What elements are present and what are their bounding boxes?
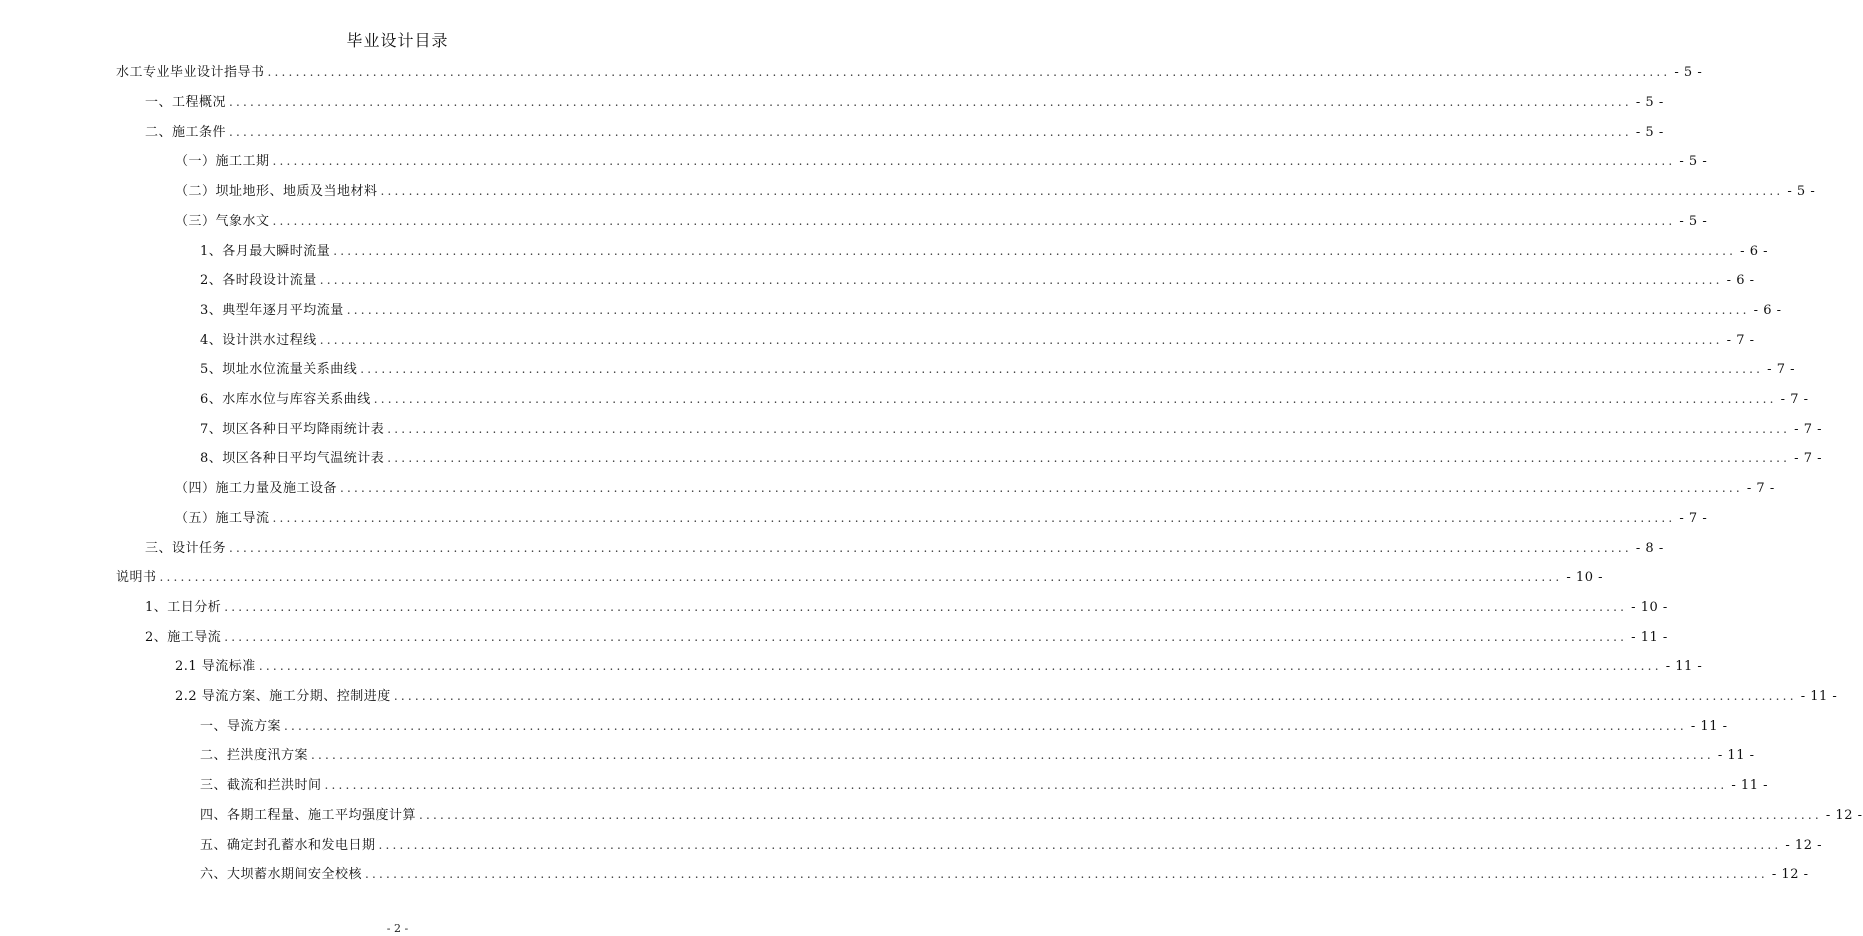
toc-page-number: - 11 - (1690, 718, 1728, 734)
toc-entry-line (116, 568, 1603, 587)
toc-entry-line (145, 539, 1664, 558)
toc-dot-leader: ........................................................................................................................................................................................................ (387, 451, 1791, 466)
toc-entry[interactable] (0, 147, 1708, 177)
toc-entry-title: 四、各期工程量、施工平均强度计算 (200, 807, 417, 823)
toc-entry-title: 二、拦洪度汛方案 (200, 748, 309, 764)
toc-entry-line (175, 152, 1708, 171)
toc-page-number: - 7 - (1726, 332, 1755, 348)
toc-entry-line (175, 657, 1703, 676)
toc-page-number: - 11 - (1631, 629, 1668, 645)
toc-entry-title: 1、各月最大瞬时流量 (200, 243, 331, 259)
toc-entry-line (175, 687, 1838, 706)
toc-entry[interactable] (0, 504, 1708, 534)
toc-entry[interactable] (0, 117, 1664, 147)
toc-entry-title: （三）气象水文 (175, 213, 270, 229)
page-number-footer: - 2 - (386, 922, 409, 935)
toc-entry-title: 2、各时段设计流量 (200, 273, 317, 289)
toc-page-number: - 11 - (1731, 778, 1768, 794)
toc-entry-title: 二、施工条件 (145, 124, 227, 140)
toc-dot-leader: ........................................................................................................................................................................................................ (360, 362, 1764, 377)
toc-entry[interactable] (0, 652, 1703, 682)
toc-entry[interactable] (0, 88, 1664, 118)
toc-entry-title: 5、坝址水位流量关系曲线 (200, 362, 358, 378)
toc-dot-leader: ........................................................................................................................................................................................................ (224, 599, 1628, 614)
toc-page-number: - 7 - (1794, 451, 1822, 467)
toc-page-number: - 11 - (1800, 689, 1838, 705)
toc-dot-leader: ........................................................................................................................................................................................................ (258, 659, 1662, 674)
toc-entry[interactable] (0, 533, 1664, 563)
toc-dot-leader: ........................................................................................................................................................................................................ (229, 124, 1632, 139)
toc-entry-title: （一）施工工期 (175, 154, 270, 170)
toc-entry-title: 2、施工导流 (145, 629, 222, 645)
toc-page-number: - 11 - (1717, 748, 1755, 764)
toc-entry-title: 2.2 导流方案、施工分期、控制进度 (175, 689, 391, 705)
toc-dot-leader: ........................................................................................................................................................................................................ (311, 748, 1714, 763)
toc-page-number: - 12 - (1785, 837, 1822, 853)
toc-entry-line (175, 182, 1816, 201)
toc-dot-leader: ........................................................................................................................................................................................................ (387, 421, 1791, 436)
toc-dot-leader: ........................................................................................................................................................................................................ (224, 629, 1628, 644)
toc-dot-leader: ........................................................................................................................................................................................................ (380, 184, 1784, 199)
toc-entry-line (145, 93, 1664, 112)
toc-entry[interactable] (0, 266, 1755, 296)
toc-entry-line (200, 746, 1755, 765)
toc-dot-leader: ........................................................................................................................................................................................................ (272, 510, 1676, 525)
toc-entry-line (175, 509, 1708, 528)
toc-entry-title: 一、工程概况 (145, 95, 227, 111)
toc-page-number: - 10 - (1631, 599, 1668, 615)
toc-entry[interactable] (0, 801, 1863, 831)
toc-entry[interactable] (0, 741, 1755, 771)
toc-entry[interactable] (0, 682, 1838, 712)
toc-dot-leader: ........................................................................................................................................................................................................ (319, 273, 1723, 288)
toc-entry-line (145, 598, 1668, 617)
toc-entry-line (200, 390, 1809, 409)
toc-page-number: - 5 - (1787, 184, 1816, 200)
toc-entry-title: 三、设计任务 (145, 540, 227, 556)
toc-entry-title: （二）坝址地形、地质及当地材料 (175, 184, 378, 200)
toc-entry[interactable] (0, 563, 1603, 593)
toc-entry-title: 6、水库水位与库容关系曲线 (200, 392, 371, 408)
toc-entry[interactable] (0, 296, 1782, 326)
toc-page-number: - 12 - (1825, 807, 1863, 823)
toc-entry-title: 4、设计洪水过程线 (200, 332, 317, 348)
toc-page-number: - 6 - (1740, 243, 1768, 259)
toc-entry-line (200, 776, 1768, 795)
toc-entry-title: 8、坝区各种日平均气温统计表 (200, 451, 385, 467)
toc-entry-title: 一、导流方案 (200, 718, 282, 734)
toc-dot-leader: ........................................................................................................................................................................................................ (319, 332, 1723, 347)
toc-entry-title: 六、大坝蓄水期间安全校核 (200, 867, 363, 883)
document-title: 毕业设计目录 (346, 31, 449, 50)
toc-entry[interactable] (0, 385, 1809, 415)
toc-dot-leader: ........................................................................................................................................................................................................ (267, 65, 1671, 80)
toc-entry-line (200, 806, 1863, 825)
toc-entry-title: 说明书 (116, 570, 157, 586)
toc-dot-leader: ........................................................................................................................................................................................................ (346, 302, 1750, 317)
toc-entry-line (200, 331, 1755, 350)
toc-entry-title: （五）施工导流 (175, 510, 270, 526)
toc-entry[interactable] (0, 860, 1809, 890)
toc-page-number: - 11 - (1665, 659, 1703, 675)
toc-dot-leader: ........................................................................................................................................................................................................ (340, 481, 1743, 496)
toc-entry-title: 7、坝区各种日平均降雨统计表 (200, 421, 385, 437)
toc-entry[interactable] (0, 622, 1668, 652)
toc-entry-line (145, 123, 1664, 142)
toc-entry-title: 五、确定封孔蓄水和发电日期 (200, 837, 376, 853)
toc-entry[interactable] (0, 325, 1755, 355)
toc-page-number: - 7 - (1780, 392, 1809, 408)
toc-page-number: - 5 - (1679, 213, 1708, 229)
toc-entry-line (175, 479, 1775, 498)
toc-entry[interactable] (0, 830, 1822, 860)
toc-dot-leader: ........................................................................................................................................................................................................ (229, 540, 1632, 555)
toc-dot-leader: ........................................................................................................................................................................................................ (229, 95, 1632, 110)
toc-page-number: - 7 - (1794, 421, 1822, 437)
toc-entry-title: 水工专业毕业设计指导书 (116, 65, 265, 81)
toc-dot-leader: ........................................................................................................................................................................................................ (324, 778, 1728, 793)
toc-page-number: - 5 - (1635, 124, 1664, 140)
toc-dot-leader: ........................................................................................................................................................................................................ (378, 837, 1782, 852)
toc-page-number: - 7 - (1767, 362, 1795, 378)
toc-entry[interactable] (0, 474, 1775, 504)
toc-entry[interactable] (0, 177, 1816, 207)
toc-entry-line (145, 628, 1668, 647)
toc-dot-leader: ........................................................................................................................................................................................................ (159, 570, 1563, 585)
toc-page-number: - 10 - (1566, 570, 1603, 586)
toc-page-number: - 5 - (1679, 154, 1708, 170)
toc-entry[interactable] (0, 58, 1703, 88)
toc-entry-line (200, 449, 1822, 468)
toc-page-number: - 6 - (1726, 273, 1755, 289)
toc-dot-leader: ........................................................................................................................................................................................................ (365, 867, 1768, 882)
toc-entry-line (200, 717, 1728, 736)
toc-entry-line (175, 212, 1708, 231)
toc-dot-leader: ........................................................................................................................................................................................................ (284, 718, 1687, 733)
toc-page-number: - 5 - (1674, 65, 1703, 81)
toc-entry[interactable] (0, 771, 1768, 801)
toc-entry[interactable] (0, 207, 1708, 237)
toc-dot-leader: ........................................................................................................................................................................................................ (272, 213, 1676, 228)
toc-page-number: - 5 - (1635, 95, 1664, 111)
toc-entry-line (200, 865, 1809, 884)
toc-entry-title: 三、截流和拦洪时间 (200, 778, 322, 794)
toc-entry-title: 3、典型年逐月平均流量 (200, 302, 344, 318)
toc-entry-line (200, 360, 1795, 379)
toc-dot-leader: ........................................................................................................................................................................................................ (393, 689, 1797, 704)
toc-page-number: - 7 - (1679, 510, 1708, 526)
toc-entry-line (116, 63, 1703, 82)
toc-entry[interactable] (0, 236, 1768, 266)
toc-page-number: - 12 - (1771, 867, 1809, 883)
toc-entry-line (200, 301, 1782, 320)
toc-entry-title: 1、工日分析 (145, 599, 222, 615)
toc-entry-line (200, 836, 1822, 855)
toc-entry[interactable] (0, 414, 1822, 444)
toc-dot-leader: ........................................................................................................................................................................................................ (272, 154, 1676, 169)
toc-page-number: - 6 - (1753, 302, 1782, 318)
toc-dot-leader: ........................................................................................................................................................................................................ (373, 392, 1777, 407)
toc-dot-leader: ........................................................................................................................................................................................................ (419, 807, 1822, 822)
toc-entry-line (200, 242, 1768, 261)
toc-entry[interactable] (0, 711, 1728, 741)
toc-entry[interactable] (0, 355, 1795, 385)
toc-entry-title: 2.1 导流标准 (175, 659, 256, 675)
toc-entry-line (200, 420, 1822, 439)
toc-entry-line (200, 271, 1755, 290)
toc-page-number: - 7 - (1746, 481, 1775, 497)
toc-entry-title: （四）施工力量及施工设备 (175, 481, 338, 497)
toc-entry[interactable] (0, 444, 1822, 474)
toc-entry[interactable] (0, 593, 1668, 623)
toc-dot-leader: ........................................................................................................................................................................................................ (333, 243, 1737, 258)
toc-page-number: - 8 - (1635, 540, 1664, 556)
